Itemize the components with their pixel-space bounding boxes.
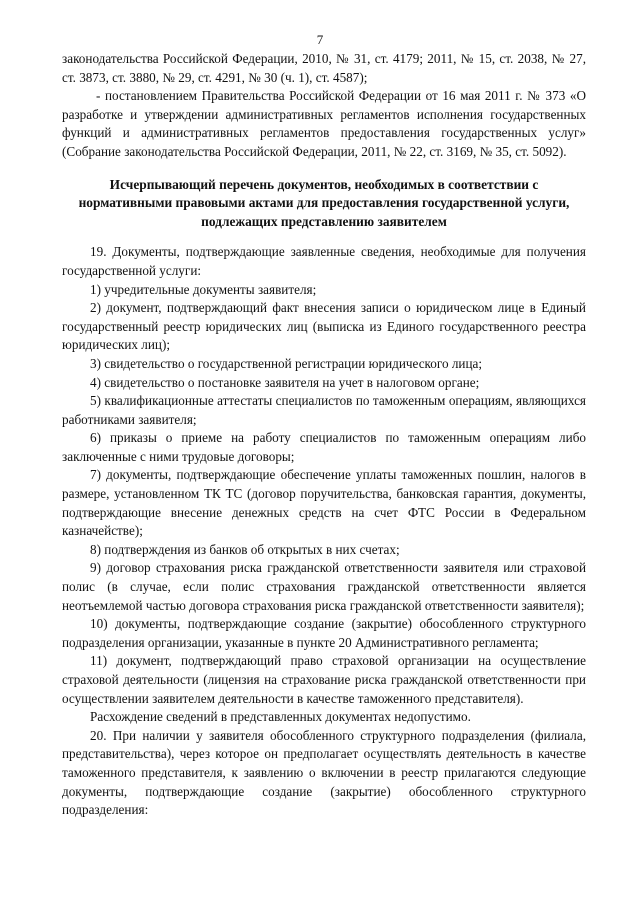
list-item-7: 7) документы, подтверждающие обеспечение уплаты таможенных пошлин, налогов в размере, установленном ТК ТС (договор поручительства, банковская гарантия, документы, подтверждающие внесение денежных средств на счет ФТС России в Федеральном казначействе); xyxy=(62,467,586,539)
list-item-8: 8) подтверждения из банков об открытых в них счетах; xyxy=(90,541,400,557)
paragraph-20: 20. При наличии у заявителя обособленного структурного подразделения (филиала, представительства), через которое он предполагает осуществлять деятельность в качестве таможенного представителя, к заявлению о включении в реестр прилагаются следующие документы, подтверждающие создание (закрытие) обособленного структурного подразделения: xyxy=(62,727,586,818)
list-item-11: 11) документ, подтверждающий право страховой организации на осуществление страховой деятельности (лицензия на страхование риска гражданской ответственности при осуществлении заявителем деятельности в качестве таможенного представителя). xyxy=(62,653,586,706)
paragraph-19-lead: 19. Документы, подтверждающие заявленные сведения, необходимые для получения государственной услуги: xyxy=(62,244,586,278)
intro-paragraph-1: законодательства Российской Федерации, 2010, № 31, ст. 4179; 2011, № 15, ст. 2038, № 27, ст. 3873, ст. 3880, № 29, ст. 4291, № 30 (ч. 1), ст. 4587); xyxy=(62,51,586,85)
list-item-5: 5) квалификационные аттестаты специалистов по таможенным операциям, являющихся работниками заявителя; xyxy=(62,393,586,427)
list-item-6: 6) приказы о приеме на работу специалистов по таможенным операциям либо заключенные с ними трудовые договоры; xyxy=(62,430,586,464)
list-item-3: 3) свидетельство о государственной регистрации юридического лица; xyxy=(90,355,483,371)
list-item-4: 4) свидетельство о постановке заявителя на учет в налоговом органе; xyxy=(90,374,480,390)
page-body xyxy=(62,50,586,820)
paragraph-19-closing: Расхождение сведений в представленных документах недопустимо. xyxy=(90,709,471,725)
list-item-9: 9) договор страхования риска гражданской ответственности заявителя или страховой полис (в случае, если полис страхования гражданской ответственности является неотъемлемой частью договора страхования риска гражданской ответственности заявителя); xyxy=(62,560,586,613)
section-heading: Исчерпывающий перечень документов, необходимых в соответствии с нормативными правовыми актами для предоставления государственной услуги, подлежащих представлению заявителем xyxy=(78,176,570,229)
list-item-1: 1) учредительные документы заявителя; xyxy=(90,281,317,297)
intro-paragraph-2: - постановлением Правительства Российской Федерации от 16 мая 2011 г. № 373 «О разработке и утверждении административных регламентов исполнения государственных функций и административных регламентов предоставления государственных услуг» (Собрание законодательства Российской Федерации, 2011, № 22, ст. 3169, № 35, ст. 5092). xyxy=(62,88,586,159)
list-item-2: 2) документ, подтверждающий факт внесения записи о юридическом лице в Единый государственный реестр юридических лиц (выписка из Единого государственного реестра юридических лиц); xyxy=(62,300,586,353)
list-item-10: 10) документы, подтверждающие создание (закрытие) обособленного структурного подразделения организации, указанные в пункте 20 Административного регламента; xyxy=(62,616,586,650)
page-number: 7 xyxy=(316,32,324,47)
